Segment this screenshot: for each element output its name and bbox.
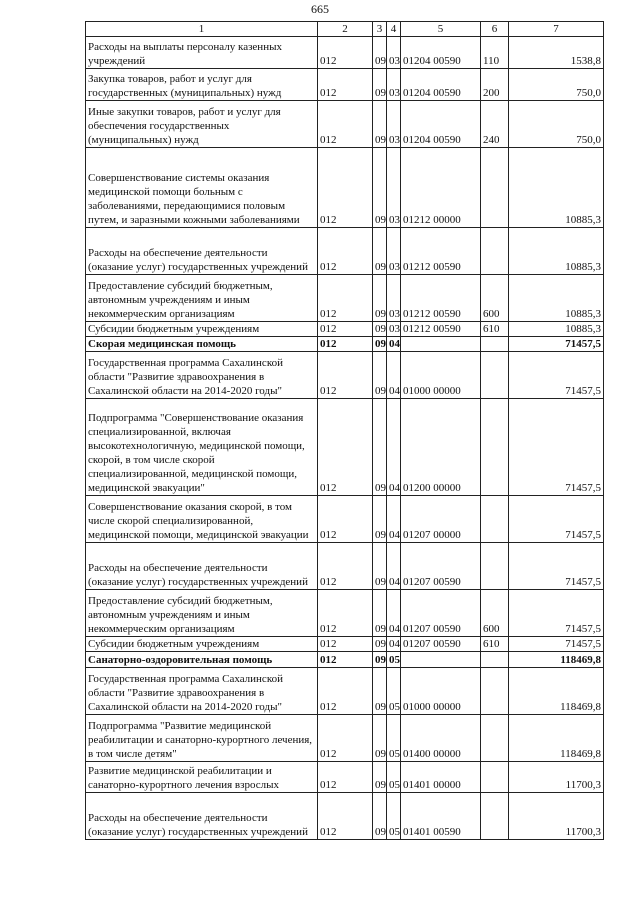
row-amount-cell: 11700,3	[509, 762, 604, 793]
row-amount-cell: 71457,5	[509, 399, 604, 496]
header-cell: 2	[318, 22, 373, 37]
row-subsection-cell: 03	[387, 101, 401, 148]
row-admin-code-cell: 012	[318, 37, 373, 69]
table-row	[86, 352, 604, 399]
row-target-code-cell: 01212 00590	[401, 228, 481, 275]
row-section-cell: 09	[373, 399, 387, 496]
row-subsection-cell: 04	[387, 337, 401, 352]
row-expense-type-cell: 610	[481, 637, 509, 652]
row-section-cell: 09	[373, 637, 387, 652]
row-expense-type-cell	[481, 652, 509, 668]
row-expense-type-cell: 240	[481, 101, 509, 148]
row-expense-type-cell: 600	[481, 590, 509, 637]
row-section-cell: 09	[373, 352, 387, 399]
row-target-code-cell: 01400 00000	[401, 715, 481, 762]
table-row	[86, 762, 604, 793]
table-row	[86, 37, 604, 69]
row-amount-cell: 71457,5	[509, 496, 604, 543]
row-amount-cell: 71457,5	[509, 590, 604, 637]
row-amount-cell: 118469,8	[509, 715, 604, 762]
header-cell: 6	[481, 22, 509, 37]
row-expense-type-cell	[481, 762, 509, 793]
row-amount-cell: 10885,3	[509, 322, 604, 337]
page-number: 665	[311, 2, 329, 16]
row-name-cell: Совершенствование оказания скорой, в том числе скорой специализированной, медицинской помощи, медицинской эвакуации	[86, 496, 318, 543]
row-amount-cell: 118469,8	[509, 668, 604, 715]
table-row	[86, 337, 604, 352]
row-subsection-cell: 05	[387, 793, 401, 840]
table-row	[86, 148, 604, 228]
row-section-cell: 09	[373, 322, 387, 337]
row-amount-cell: 10885,3	[509, 148, 604, 228]
table-row	[86, 322, 604, 337]
row-expense-type-cell	[481, 793, 509, 840]
row-admin-code-cell: 012	[318, 668, 373, 715]
row-expense-type-cell	[481, 715, 509, 762]
table-row	[86, 637, 604, 652]
table-row	[86, 101, 604, 148]
row-subsection-cell: 04	[387, 399, 401, 496]
table-row	[86, 69, 604, 101]
row-admin-code-cell: 012	[318, 762, 373, 793]
row-target-code-cell: 01207 00590	[401, 590, 481, 637]
row-name-cell: Развитие медицинской реабилитации и санаторно-курортного лечения взрослых	[86, 762, 318, 793]
row-name-cell: Субсидии бюджетным учреждениям	[86, 637, 318, 652]
header-cell: 7	[509, 22, 604, 37]
row-target-code-cell: 01204 00590	[401, 37, 481, 69]
row-amount-cell: 750,0	[509, 69, 604, 101]
row-expense-type-cell	[481, 668, 509, 715]
row-subsection-cell: 04	[387, 543, 401, 590]
row-name-cell: Подпрограмма "Развитие медицинской реабилитации и санаторно-курортного лечения, в том числе детям"	[86, 715, 318, 762]
row-target-code-cell: 01207 00590	[401, 637, 481, 652]
row-target-code-cell: 01401 00000	[401, 762, 481, 793]
row-name-cell: Государственная программа Сахалинской области "Развитие здравоохранения в Сахалинской области на 2014-2020 годы"	[86, 668, 318, 715]
row-admin-code-cell: 012	[318, 337, 373, 352]
row-subsection-cell: 03	[387, 148, 401, 228]
row-target-code-cell: 01204 00590	[401, 101, 481, 148]
row-section-cell: 09	[373, 337, 387, 352]
row-expense-type-cell	[481, 148, 509, 228]
row-section-cell: 09	[373, 228, 387, 275]
row-admin-code-cell: 012	[318, 793, 373, 840]
header-cell: 1	[86, 22, 318, 37]
table-row	[86, 275, 604, 322]
row-admin-code-cell: 012	[318, 399, 373, 496]
row-admin-code-cell: 012	[318, 652, 373, 668]
row-subsection-cell: 05	[387, 668, 401, 715]
row-target-code-cell: 01212 00590	[401, 275, 481, 322]
row-subsection-cell: 04	[387, 352, 401, 399]
table-row	[86, 496, 604, 543]
row-section-cell: 09	[373, 668, 387, 715]
row-section-cell: 09	[373, 148, 387, 228]
row-name-cell: Скорая медицинская помощь	[86, 337, 318, 352]
row-amount-cell: 71457,5	[509, 543, 604, 590]
row-target-code-cell: 01212 00590	[401, 322, 481, 337]
row-subsection-cell: 03	[387, 69, 401, 101]
row-admin-code-cell: 012	[318, 352, 373, 399]
row-admin-code-cell: 012	[318, 275, 373, 322]
row-section-cell: 09	[373, 101, 387, 148]
table-row	[86, 793, 604, 840]
row-name-cell: Санаторно-оздоровительная помощь	[86, 652, 318, 668]
row-amount-cell: 71457,5	[509, 337, 604, 352]
row-admin-code-cell: 012	[318, 496, 373, 543]
row-expense-type-cell: 110	[481, 37, 509, 69]
row-expense-type-cell: 600	[481, 275, 509, 322]
table-row	[86, 652, 604, 668]
row-target-code-cell: 01000 00000	[401, 352, 481, 399]
row-target-code-cell: 01207 00000	[401, 496, 481, 543]
row-subsection-cell: 05	[387, 715, 401, 762]
row-expense-type-cell	[481, 496, 509, 543]
row-amount-cell: 1538,8	[509, 37, 604, 69]
row-section-cell: 09	[373, 543, 387, 590]
row-expense-type-cell: 610	[481, 322, 509, 337]
row-name-cell: Субсидии бюджетным учреждениям	[86, 322, 318, 337]
row-section-cell: 09	[373, 652, 387, 668]
row-section-cell: 09	[373, 715, 387, 762]
table-header-row	[86, 22, 604, 37]
row-admin-code-cell: 012	[318, 590, 373, 637]
table-row	[86, 228, 604, 275]
table-row	[86, 399, 604, 496]
row-subsection-cell: 03	[387, 228, 401, 275]
row-subsection-cell: 05	[387, 652, 401, 668]
row-name-cell: Расходы на обеспечение деятельности (оказание услуг) государственных учреждений	[86, 793, 318, 840]
row-name-cell: Предоставление субсидий бюджетным, автономным учреждениям и иным некоммерческим организациям	[86, 275, 318, 322]
row-amount-cell: 750,0	[509, 101, 604, 148]
row-subsection-cell: 04	[387, 496, 401, 543]
row-target-code-cell: 01401 00590	[401, 793, 481, 840]
row-target-code-cell: 01207 00590	[401, 543, 481, 590]
row-target-code-cell: 01200 00000	[401, 399, 481, 496]
row-expense-type-cell: 200	[481, 69, 509, 101]
row-name-cell: Иные закупки товаров, работ и услуг для обеспечения государственных (муниципальных) нужд	[86, 101, 318, 148]
row-amount-cell: 11700,3	[509, 793, 604, 840]
row-section-cell: 09	[373, 37, 387, 69]
row-admin-code-cell: 012	[318, 69, 373, 101]
row-section-cell: 09	[373, 69, 387, 101]
row-section-cell: 09	[373, 762, 387, 793]
row-amount-cell: 118469,8	[509, 652, 604, 668]
row-admin-code-cell: 012	[318, 228, 373, 275]
table-row	[86, 590, 604, 637]
row-subsection-cell: 04	[387, 590, 401, 637]
row-section-cell: 09	[373, 496, 387, 543]
row-amount-cell: 10885,3	[509, 275, 604, 322]
row-name-cell: Государственная программа Сахалинской области "Развитие здравоохранения в Сахалинской области на 2014-2020 годы"	[86, 352, 318, 399]
row-admin-code-cell: 012	[318, 637, 373, 652]
row-expense-type-cell	[481, 337, 509, 352]
row-section-cell: 09	[373, 590, 387, 637]
table-row	[86, 668, 604, 715]
row-subsection-cell: 03	[387, 37, 401, 69]
row-expense-type-cell	[481, 543, 509, 590]
header-cell: 3	[373, 22, 387, 37]
row-admin-code-cell: 012	[318, 543, 373, 590]
row-name-cell: Подпрограмма "Совершенствование оказания специализированной, включая высокотехнологичную, медицинской помощи, скорой, в том числе скорой специализированной, медицинской помощи, медицинской эвакуации"	[86, 399, 318, 496]
row-name-cell: Расходы на обеспечение деятельности (оказание услуг) государственных учреждений	[86, 228, 318, 275]
row-admin-code-cell: 012	[318, 322, 373, 337]
row-amount-cell: 71457,5	[509, 352, 604, 399]
header-cell: 4	[387, 22, 401, 37]
row-expense-type-cell	[481, 352, 509, 399]
budget-table-body	[86, 22, 604, 840]
row-amount-cell: 10885,3	[509, 228, 604, 275]
row-target-code-cell	[401, 652, 481, 668]
row-name-cell: Закупка товаров, работ и услуг для государственных (муниципальных) нужд	[86, 69, 318, 101]
row-admin-code-cell: 012	[318, 148, 373, 228]
row-target-code-cell	[401, 337, 481, 352]
row-expense-type-cell	[481, 228, 509, 275]
row-expense-type-cell	[481, 399, 509, 496]
row-name-cell: Расходы на выплаты персоналу казенных учреждений	[86, 37, 318, 69]
row-admin-code-cell: 012	[318, 715, 373, 762]
row-subsection-cell: 03	[387, 322, 401, 337]
row-admin-code-cell: 012	[318, 101, 373, 148]
row-name-cell: Предоставление субсидий бюджетным, автономным учреждениям и иным некоммерческим организациям	[86, 590, 318, 637]
row-target-code-cell: 01204 00590	[401, 69, 481, 101]
table-row	[86, 543, 604, 590]
row-subsection-cell: 05	[387, 762, 401, 793]
table-row	[86, 715, 604, 762]
row-name-cell: Совершенствование системы оказания медицинской помощи больным с заболеваниями, передающимися половым путем, и заразными кожными заболеваниями	[86, 148, 318, 228]
row-target-code-cell: 01212 00000	[401, 148, 481, 228]
row-amount-cell: 71457,5	[509, 637, 604, 652]
row-subsection-cell: 03	[387, 275, 401, 322]
row-section-cell: 09	[373, 793, 387, 840]
budget-table	[85, 21, 604, 840]
header-cell: 5	[401, 22, 481, 37]
row-section-cell: 09	[373, 275, 387, 322]
row-name-cell: Расходы на обеспечение деятельности (оказание услуг) государственных учреждений	[86, 543, 318, 590]
row-subsection-cell: 04	[387, 637, 401, 652]
row-target-code-cell: 01000 00000	[401, 668, 481, 715]
